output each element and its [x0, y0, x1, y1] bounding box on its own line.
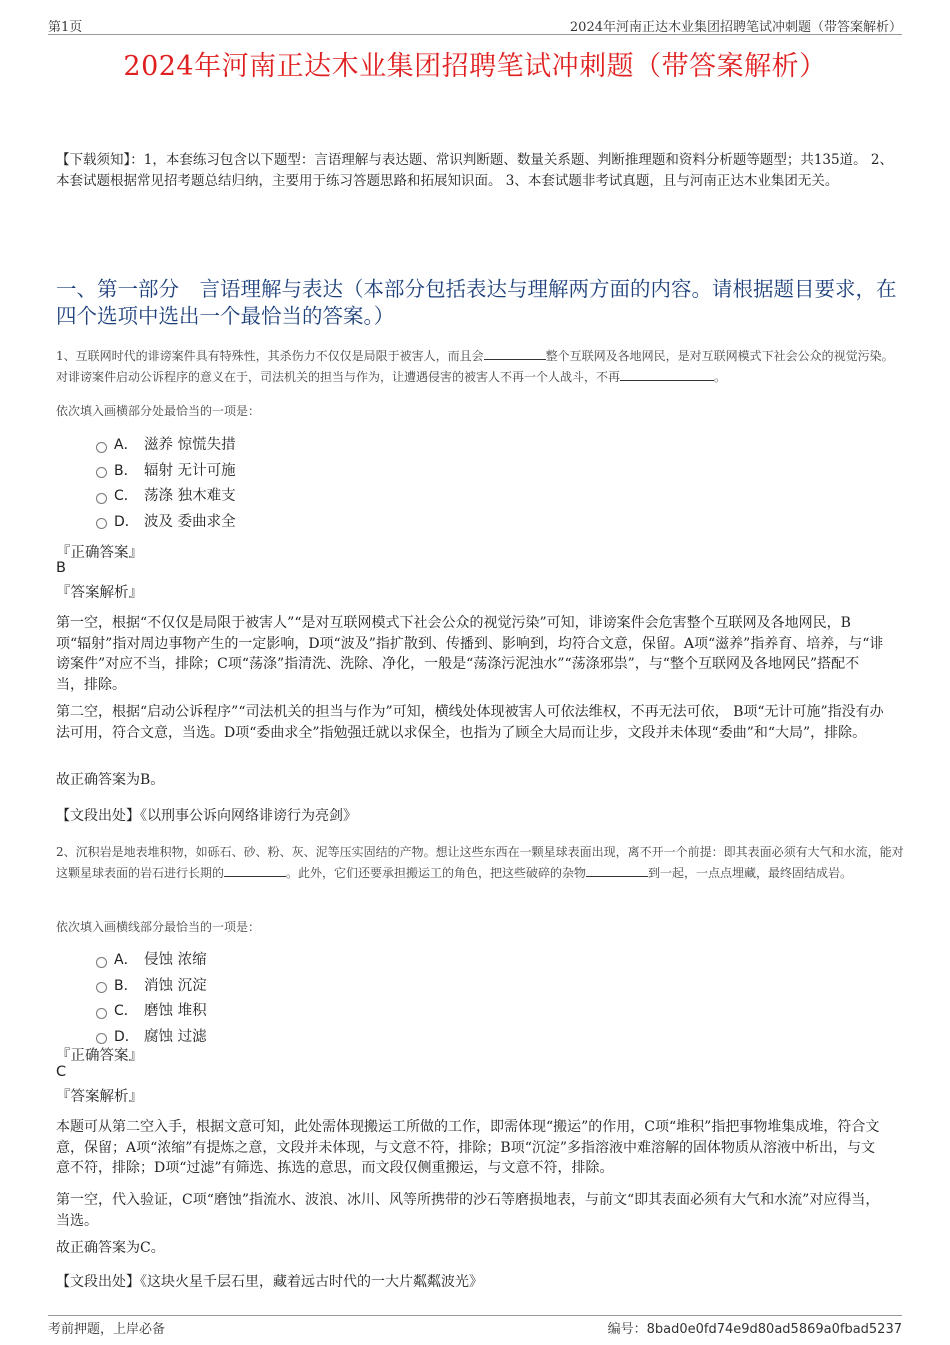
question-1-prompt: 依次填入画横部分处最恰当的一项是：	[56, 404, 261, 418]
option-text: 滋养 惊慌失措	[144, 437, 236, 453]
correct-answer-label: 『正确答案』	[56, 1048, 143, 1064]
option-text: 荡涤 独木难支	[144, 488, 236, 504]
option-letter: B．	[114, 977, 138, 994]
fill-blank	[484, 347, 546, 360]
code-label: 编号：	[607, 1322, 647, 1337]
option-b[interactable]	[96, 459, 236, 485]
option-letter: C．	[114, 488, 138, 504]
option-a[interactable]	[96, 948, 207, 974]
option-text: 消蚀 沉淀	[144, 977, 207, 994]
option-text: 辐射 无计可施	[144, 462, 236, 479]
question-1-stem	[56, 346, 904, 388]
analysis-paragraph: 第二空，根据“启动公诉程序”“司法机关的担当与作为”可知，横线处体现被害人可依法维权，不再无法可依， B项“无计可施”指没有办法可用，符合文意，当选。D项“委曲求全”指勉强迁就以求保全，也指为了顾全大局而让步，文段并未体现“委曲”和“大局”，排除。	[56, 704, 884, 741]
correct-answer: B	[56, 560, 66, 576]
option-text: 磨蚀 堆积	[144, 1003, 207, 1019]
fill-blank	[620, 368, 714, 381]
radio-icon[interactable]	[96, 467, 107, 478]
download-notice: 【下载须知】：1，本套练习包含以下题型：言语理解与表达题、常识判断题、数量关系题、判断推理题和资料分析题等题型；共135道。 2、本套试题根据常见招考题总结归纳，主要用于练习答题思路和拓展知识面。 3、本套试题非考试真题，且与河南正达木业集团无关。	[56, 152, 893, 189]
analysis-paragraph: 第一空，根据“不仅仅是局限于被害人”“是对互联网模式下社会公众的视觉污染”可知，诽谤案件会危害整个互联网及各地网民，B项“辐射”指对周边事物产生的一定影响，D项“波及”指扩散到、传播到、影响到，均符合文意，保留。A项“滋养”指养育、培养，与“诽谤案件”对应不当，排除；C项“荡涤”指清洗、洗除、净化，一般是“荡涤污泥浊水”“荡涤邪祟”，与“整个互联网及各地网民”搭配不当，排除。	[56, 615, 884, 693]
option-letter: C．	[114, 1003, 138, 1019]
header-doc-title: 2024年河南正达木业集团招聘笔试冲刺题（带答案解析）	[569, 20, 902, 35]
question-1-text-a: 1、互联网时代的诽谤案件具有特殊性，其杀伤力不仅仅是局限于被害人，而且会	[56, 349, 484, 363]
option-b[interactable]	[96, 974, 207, 1000]
page-header	[48, 14, 902, 35]
question-1-text-b: 整个互联网及各地网民，是对互联网模式下社会公众的视觉污染。对诽谤案件启动公诉程序的意义在于，司法机关的担当与作为，让遭遇侵害的被害人不再一个人战斗，不再	[56, 349, 894, 384]
correct-answer: C	[56, 1064, 67, 1080]
option-letter: B．	[114, 462, 138, 479]
radio-icon[interactable]	[96, 518, 107, 529]
section-heading: 一、第一部分 言语理解与表达（本部分包括表达与理解两方面的内容。请根据题目要求，在四个选项中选出一个最恰当的答案。）	[56, 277, 897, 328]
question-2-text-b: 。此外，它们还要承担搬运工的角色，把这些破碎的杂物	[286, 866, 587, 880]
analysis-label: 『答案解析』	[56, 1089, 143, 1105]
code-value: 8bad0e0fd74e9d80ad5869a0fbad5237	[646, 1322, 902, 1337]
option-d[interactable]	[96, 510, 236, 536]
question-2-prompt: 依次填入画横线部分最恰当的一项是：	[56, 920, 261, 934]
option-a[interactable]	[96, 433, 236, 459]
option-c[interactable]	[96, 999, 207, 1025]
option-text: 腐蚀 过滤	[144, 1028, 207, 1045]
radio-icon[interactable]	[96, 493, 107, 504]
question-2-stem	[56, 842, 904, 884]
option-letter: D．	[114, 513, 139, 530]
radio-icon[interactable]	[96, 442, 107, 453]
option-letter: A．	[114, 952, 138, 968]
radio-icon[interactable]	[96, 1033, 107, 1044]
radio-icon[interactable]	[96, 1008, 107, 1019]
page-footer	[48, 1315, 902, 1337]
question-1-text-c: 。	[714, 370, 727, 384]
radio-icon[interactable]	[96, 982, 107, 993]
footer-slogan: 考前押题，上岸必备	[48, 1322, 166, 1337]
option-letter: D．	[114, 1028, 139, 1045]
source-citation: 【文段出处】《这块火星千层石里，藏着远古时代的一大片粼粼波光》	[56, 1274, 483, 1290]
document-title: 2024年河南正达木业集团招聘笔试冲刺题（带答案解析）	[123, 51, 827, 82]
option-text: 波及 委曲求全	[144, 513, 236, 530]
question-2-text-c: 到一起，一点点埋藏，最终固结成岩。	[648, 866, 853, 880]
analysis-paragraph: 本题可从第二空入手，根据文意可知，此处需体现搬运工所做的工作，即需体现“搬运”的作用，C项“堆积”指把事物堆集成堆，符合文意，保留；A项“浓缩”有提炼之意，文段并未体现，与文意不符，排除；B项“沉淀”多指溶液中难溶解的固体物质从溶液中析出，与文意不符，排除；D项“过滤”有筛选、拣选的意思，而文段仅侧重搬运，与文意不符，排除。	[56, 1119, 880, 1176]
option-c[interactable]	[96, 484, 236, 510]
correct-answer-label: 『正确答案』	[56, 545, 143, 561]
radio-icon[interactable]	[96, 957, 107, 968]
fill-blank	[224, 864, 286, 877]
source-citation: 【文段出处】《以刑事公诉向网络诽谤行为亮剑》	[56, 808, 357, 824]
analysis-conclusion: 故正确答案为C。	[56, 1240, 165, 1256]
option-text: 侵蚀 浓缩	[144, 952, 207, 968]
analysis-conclusion: 故正确答案为B。	[56, 772, 165, 788]
option-letter: A．	[114, 437, 138, 453]
question-2-text-a: 2、沉积岩是地表堆积物，如砾石、砂、粉、灰、泥等压实固结的产物。想让这些东西在一颗星球表面出现，离不开一个前提：即其表面必须有大气和水流，能对这颗星球表面的岩石进行长期的	[56, 845, 904, 880]
question-1-options	[96, 433, 236, 535]
fill-blank	[586, 864, 648, 877]
analysis-paragraph: 第一空，代入验证，C项“磨蚀”指流水、波浪、冰川、风等所携带的沙石等磨损地表，与前文“即其表面必须有大气和水流”对应得当，当选。	[56, 1192, 880, 1229]
question-2-options	[96, 948, 207, 1050]
document-code	[608, 1318, 902, 1337]
page-number: 第1页	[48, 20, 83, 35]
analysis-label: 『答案解析』	[56, 585, 143, 601]
